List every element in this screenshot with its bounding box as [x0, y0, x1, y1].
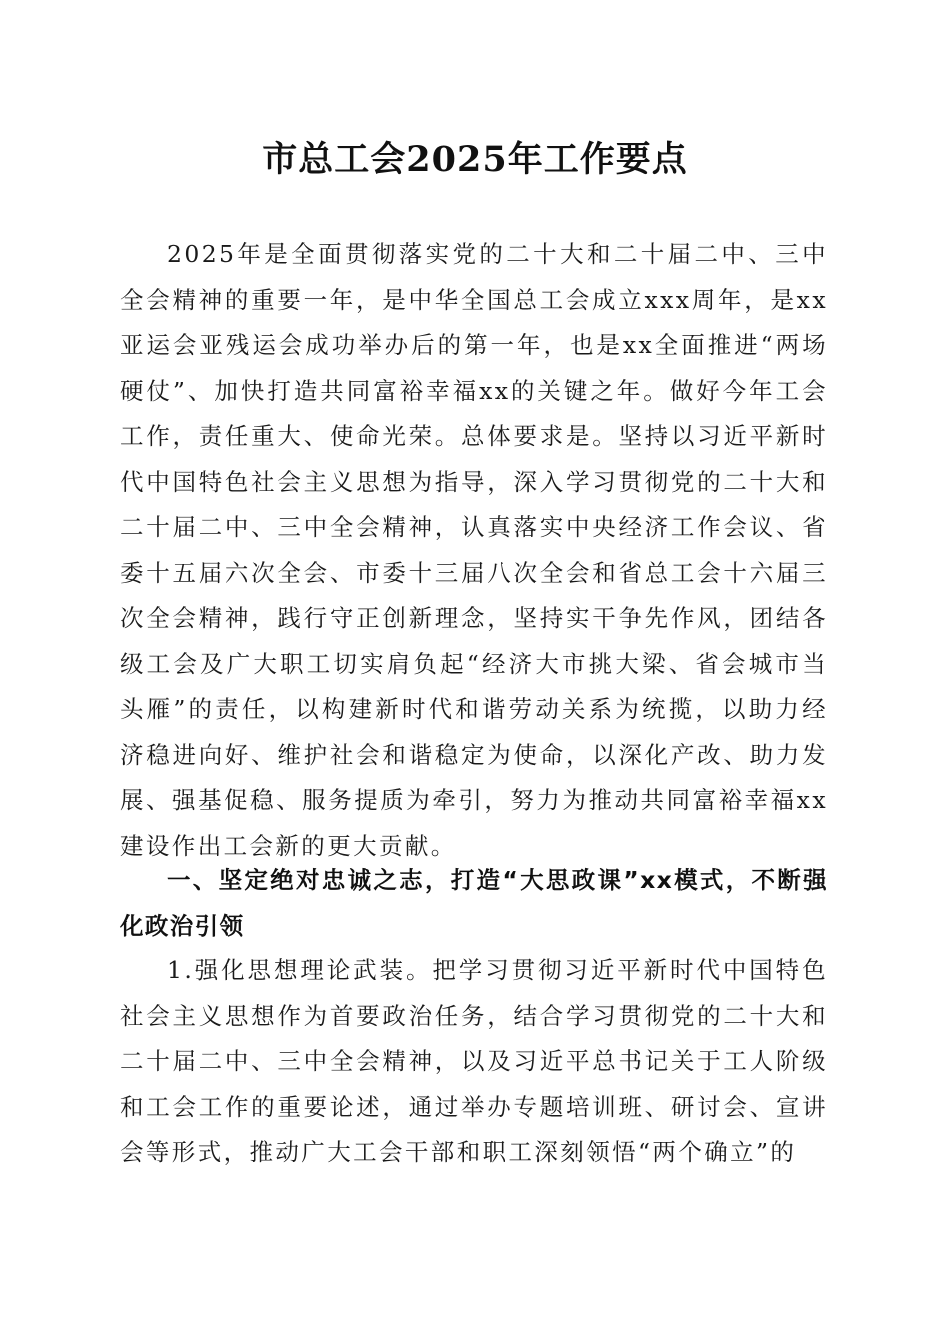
- document-title: 市总工会2025年工作要点: [262, 139, 688, 180]
- section-heading: 一、坚定绝对忠诚之志，打造“大思政课”xx模式，不断强化政治引领: [120, 866, 828, 940]
- item-paragraph: 1.强化思想理论武装。把学习贯彻习近平新时代中国特色社会主义思想作为首要政治任务，结合学习贯彻党的二十大和二十届二中、三中全会精神，以及习近平总书记关于工人阶级和工会工作的重要论述，通过举办专题培训班、研讨会、宣讲会等形式，推动广大工会干部和职工深刻领悟“两个确立”的: [120, 956, 828, 1166]
- intro-paragraph: 2025年是全面贯彻落实党的二十大和二十届二中、三中全会精神的重要一年，是中华全国总工会成立xxx周年，是xx亚运会亚残运会成功举办后的第一年，也是xx全面推进“两场硬仗”、加快打造共同富裕幸福xx的关键之年。做好今年工会工作，责任重大、使命光荣。总体要求是。坚持以习近平新时代中国特色社会主义思想为指导，深入学习贯彻党的二十大和二十届二中、三中全会精神，认真落实中央经济工作会议、省委十五届六次全会、市委十三届八次全会和省总工会十六届三次全会精神，践行守正创新理念，坚持实干争先作风，团结各级工会及广大职工切实肩负起“经济大市挑大梁、省会城市当头雁”的责任，以构建新时代和谐劳动关系为统揽，以助力经济稳进向好、维护社会和谐稳定为使命，以深化产改、助力发展、强基促稳、服务提质为牵引，努力为推动共同富裕幸福xx建设作出工会新的更大贡献。: [120, 240, 828, 860]
